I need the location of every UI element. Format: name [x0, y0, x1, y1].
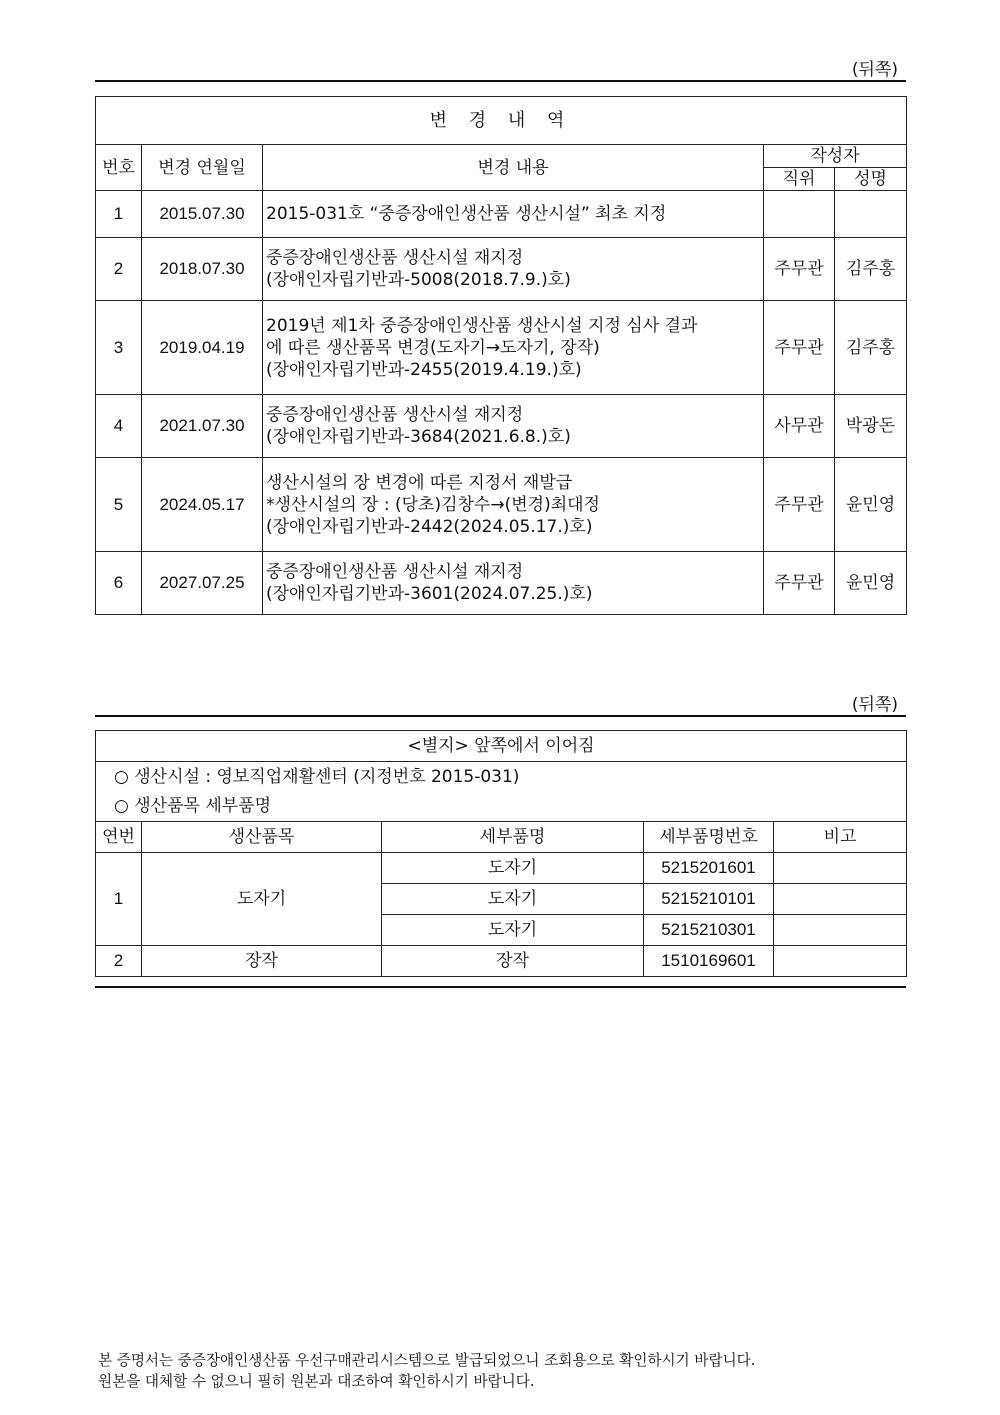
detail-code: 1510169601 — [644, 946, 774, 977]
row-name: 김주홍 — [835, 238, 907, 301]
detail-code: 5215210301 — [644, 915, 774, 946]
header-date: 변경 연월일 — [142, 145, 263, 191]
content-line: 생산시설의 장 변경에 따른 지정서 재발급 — [266, 472, 573, 493]
row-name: 박광돈 — [835, 395, 907, 458]
header-content: 변경 내용 — [263, 145, 764, 191]
detail-code: 5215210101 — [644, 884, 774, 915]
table-row — [96, 301, 907, 395]
detail-note — [774, 884, 907, 915]
row-date: 2018.07.30 — [142, 238, 263, 301]
row-name — [835, 191, 907, 238]
attachment-title: <별지> 앞쪽에서 이어짐 — [96, 731, 907, 762]
row-name: 김주홍 — [835, 301, 907, 395]
row-content — [263, 458, 764, 552]
change-history-table — [95, 96, 907, 615]
row-content — [263, 301, 764, 395]
content-line: 에 따른 생산품목 변경(도자기→도자기, 장작) — [266, 337, 600, 358]
table-row — [96, 395, 907, 458]
row-position: 주무관 — [764, 238, 835, 301]
row-name: 윤민영 — [835, 552, 907, 615]
row-no: 2 — [96, 238, 142, 301]
header-product: 생산품목 — [142, 822, 382, 853]
row-position: 사무관 — [764, 395, 835, 458]
row-date: 2015.07.30 — [142, 191, 263, 238]
content-line: (장애인자립기반과-2455(2019.4.19.)호) — [266, 359, 582, 380]
header-no: 번호 — [96, 145, 142, 191]
header-detail: 세부품명 — [382, 822, 644, 853]
header-position: 직위 — [764, 168, 835, 191]
row-content — [263, 191, 764, 238]
content-line: 중증장애인생산품 생산시설 재지정 — [266, 405, 524, 426]
row-no: 1 — [96, 191, 142, 238]
row-date: 2021.07.30 — [142, 395, 263, 458]
group-product: 도자기 — [142, 853, 382, 946]
content-line: 중증장애인생산품 생산시설 재지정 — [266, 562, 524, 583]
row-date: 2019.04.19 — [142, 301, 263, 395]
page2-side-label: (뒤쪽) — [851, 695, 898, 715]
row-position: 주무관 — [764, 458, 835, 552]
row-content — [263, 552, 764, 615]
table-row — [96, 946, 907, 977]
page1-top-rule — [95, 80, 906, 82]
detail-note — [774, 915, 907, 946]
footer-line-1: 본 증명서는 중증장애인생산품 우선구매관리시스템으로 발급되었으니 조회용으로 확인하시기 바랍니다. — [98, 1352, 756, 1369]
row-date: 2024.05.17 — [142, 458, 263, 552]
header-name: 성명 — [835, 168, 907, 191]
content-line: (장애인자립기반과-2442(2024.05.17.)호) — [266, 516, 593, 537]
detail-code: 5215201601 — [644, 853, 774, 884]
row-no: 4 — [96, 395, 142, 458]
header-author: 작성자 — [764, 145, 907, 168]
content-line: (장애인자립기반과-5008(2018.7.9.)호) — [266, 270, 571, 291]
detail-name: 도자기 — [382, 884, 644, 915]
items-line: ○ 생산품목 세부품명 — [114, 795, 272, 816]
content-line: (장애인자립기반과-3601(2024.07.25.)호) — [266, 584, 593, 605]
change-history-title: 변 경 내 역 — [96, 97, 907, 145]
row-content — [263, 395, 764, 458]
content-line: *생산시설의 장 : (당초)김창수→(변경)최대정 — [266, 494, 600, 515]
group-seq: 2 — [96, 946, 142, 977]
table-row — [96, 853, 907, 884]
detail-name: 도자기 — [382, 915, 644, 946]
row-date: 2027.07.25 — [142, 552, 263, 615]
content-line: (장애인자립기반과-3684(2021.6.8.)호) — [266, 427, 571, 448]
detail-name: 장작 — [382, 946, 644, 977]
group-seq: 1 — [96, 853, 142, 946]
detail-name: 도자기 — [382, 853, 644, 884]
content-line: 중증장애인생산품 생산시설 재지정 — [266, 248, 524, 269]
page2-bottom-rule — [95, 986, 906, 988]
table-row — [96, 458, 907, 552]
facility-info — [96, 762, 907, 822]
content-line: 2015-031호 “중증장애인생산품 생산시설” 최초 지정 — [266, 204, 667, 225]
page1-side-label: (뒤쪽) — [851, 60, 898, 80]
page2-top-rule — [95, 715, 906, 717]
header-note: 비고 — [774, 822, 907, 853]
detail-note — [774, 946, 907, 977]
table-row — [96, 238, 907, 301]
row-no: 5 — [96, 458, 142, 552]
footer-notice — [98, 1350, 755, 1392]
row-no: 3 — [96, 301, 142, 395]
product-detail-table — [95, 730, 907, 977]
row-content — [263, 238, 764, 301]
content-line: 2019년 제1차 중증장애인생산품 생산시설 지정 심사 결과 — [266, 315, 698, 336]
detail-note — [774, 853, 907, 884]
row-position: 주무관 — [764, 552, 835, 615]
facility-line: ○ 생산시설 : 영보직업재활센터 (지정번호 2015-031) — [114, 767, 520, 788]
group-product: 장작 — [142, 946, 382, 977]
footer-line-2: 원본을 대체할 수 없으니 필히 원본과 대조하여 확인하시기 바랍니다. — [98, 1373, 535, 1390]
row-position — [764, 191, 835, 238]
row-no: 6 — [96, 552, 142, 615]
table-row — [96, 552, 907, 615]
table-row — [96, 191, 907, 238]
header-detail-no: 세부품명번호 — [644, 822, 774, 853]
row-name: 윤민영 — [835, 458, 907, 552]
header-seq: 연번 — [96, 822, 142, 853]
row-position: 주무관 — [764, 301, 835, 395]
